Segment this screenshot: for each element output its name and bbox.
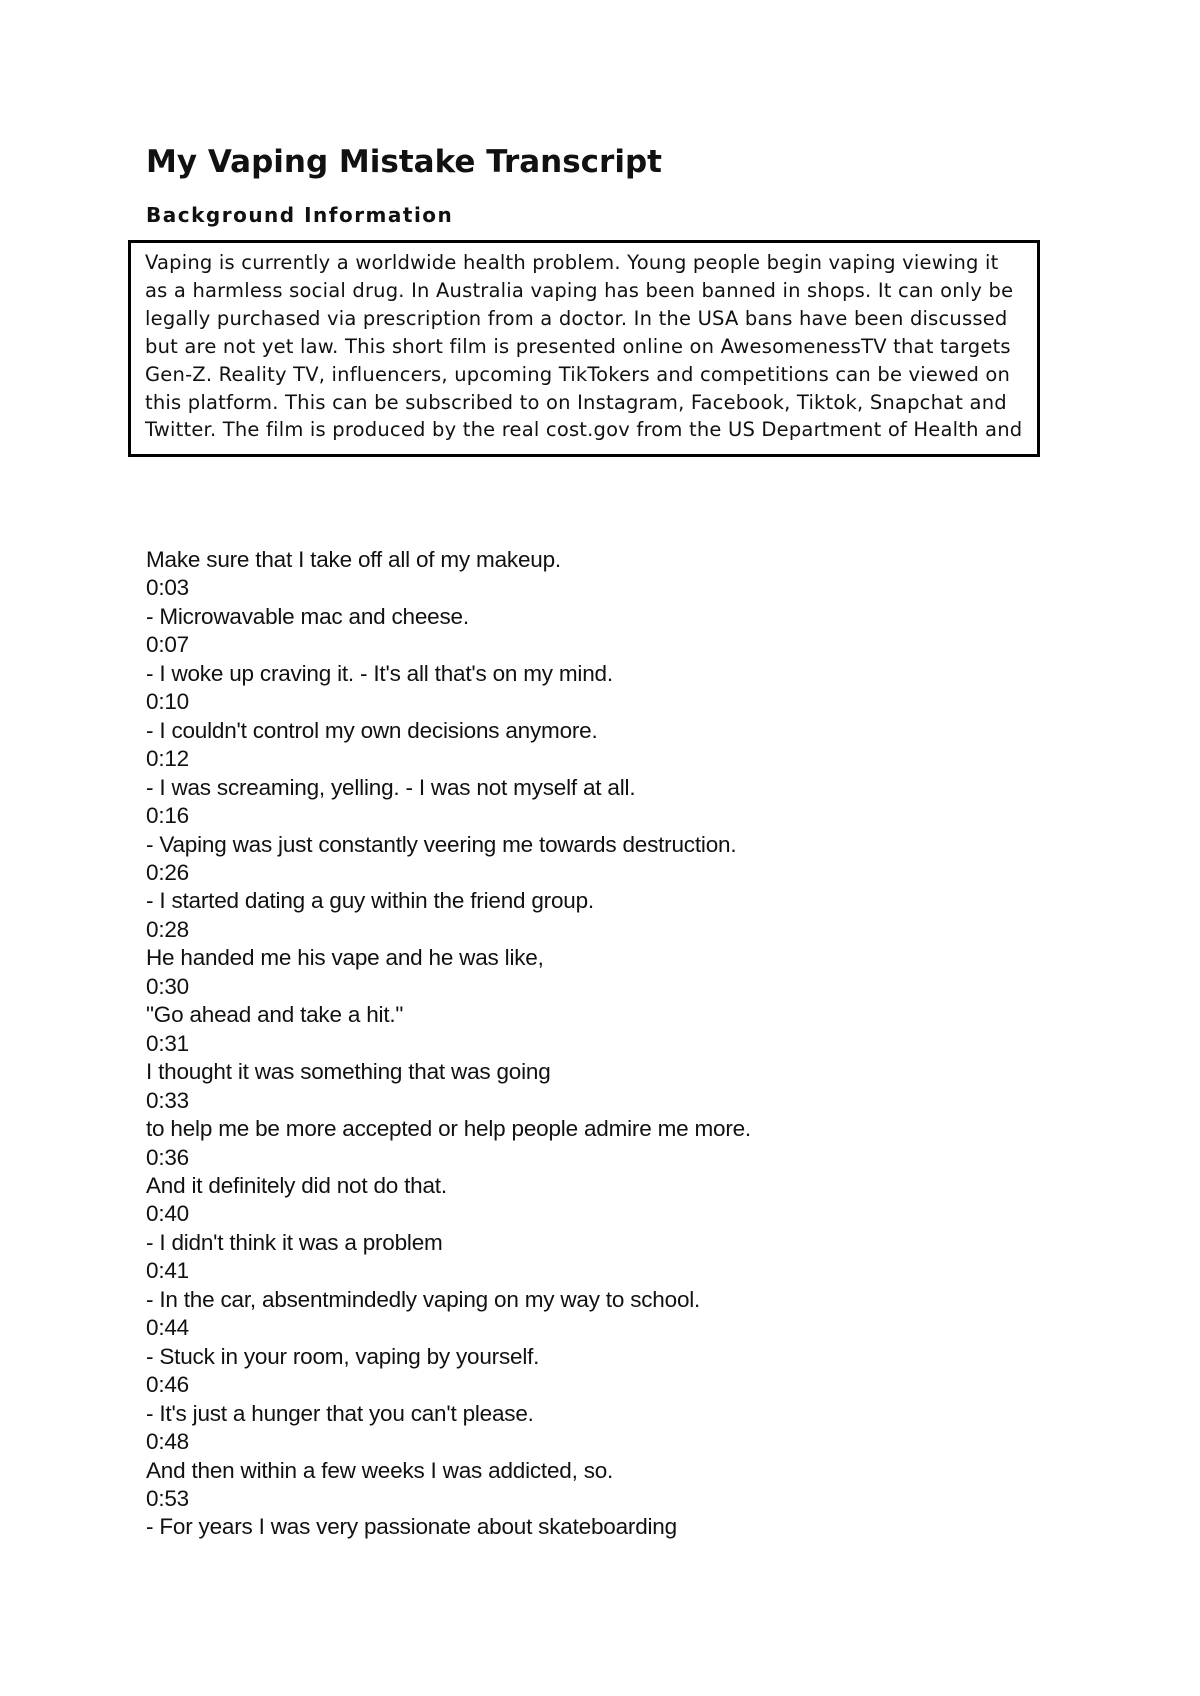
transcript-timestamp: 0:16 — [146, 803, 189, 829]
transcript-timestamp: 0:46 — [146, 1372, 189, 1398]
transcript-line: - Microwavable mac and cheese. — [146, 603, 469, 629]
transcript-line: He handed me his vape and he was like, — [146, 945, 544, 971]
transcript — [146, 546, 1126, 1542]
transcript-timestamp: 0:28 — [146, 916, 189, 942]
transcript-timestamp: 0:10 — [146, 689, 189, 715]
transcript-line: I thought it was something that was going — [146, 1059, 551, 1085]
transcript-line: - It's just a hunger that you can't please. — [146, 1400, 534, 1426]
transcript-line: - Vaping was just constantly veering me towards destruction. — [146, 831, 737, 857]
transcript-timestamp: 0:40 — [146, 1201, 189, 1227]
transcript-line: - Stuck in your room, vaping by yourself. — [146, 1343, 540, 1369]
transcript-timestamp: 0:26 — [146, 859, 189, 885]
transcript-timestamp: 0:03 — [146, 575, 189, 601]
transcript-line: - I woke up craving it. - It's all that's on my mind. — [146, 660, 613, 686]
transcript-line: Make sure that I take off all of my makeup. — [146, 547, 561, 572]
background-info-box — [128, 240, 1040, 457]
transcript-line: - For years I was very passionate about skateboarding — [146, 1514, 677, 1540]
transcript-line: to help me be more accepted or help people admire me more. — [146, 1116, 751, 1142]
transcript-line: - I started dating a guy within the friend group. — [146, 888, 594, 914]
transcript-line: - In the car, absentmindedly vaping on my way to school. — [146, 1286, 701, 1312]
transcript-line: - I didn't think it was a problem — [146, 1229, 443, 1255]
transcript-timestamp: 0:44 — [146, 1315, 189, 1341]
transcript-timestamp: 0:36 — [146, 1144, 189, 1170]
transcript-timestamp: 0:33 — [146, 1087, 189, 1113]
transcript-line: - I couldn't control my own decisions anymore. — [146, 717, 598, 743]
transcript-timestamp: 0:41 — [146, 1258, 189, 1284]
transcript-timestamp: 0:53 — [146, 1485, 189, 1511]
transcript-timestamp: 0:07 — [146, 632, 189, 658]
transcript-timestamp: 0:12 — [146, 746, 189, 772]
transcript-timestamp: 0:30 — [146, 973, 189, 999]
page-title: My Vaping Mistake Transcript — [146, 144, 662, 180]
background-info-text: Vaping is currently a worldwide health problem. Young people begin vaping viewing it as a harmless social drug. In Australia vaping has been banned in shops. It can only be legally purchased via prescription from a doctor. In the USA bans have been discussed but are not yet law. This short film is presented online on AwesomenessTV that targets Gen-Z. Reality TV, influencers, upcoming TikTokers and competitions can be viewed on this platform. This can be subscribed to on Instagram, Facebook, Tiktok, Snapchat and Twitter. The film is produced by the real cost.gov from the US Department of Health and — [145, 251, 1023, 442]
transcript-line: And then within a few weeks I was addicted, so. — [146, 1457, 614, 1483]
section-heading: Background Information — [146, 203, 454, 227]
transcript-timestamp: 0:48 — [146, 1429, 189, 1455]
transcript-timestamp: 0:31 — [146, 1030, 189, 1056]
transcript-line: "Go ahead and take a hit." — [146, 1002, 404, 1028]
transcript-line: - I was screaming, yelling. - I was not myself at all. — [146, 774, 636, 800]
transcript-line: And it definitely did not do that. — [146, 1172, 447, 1198]
